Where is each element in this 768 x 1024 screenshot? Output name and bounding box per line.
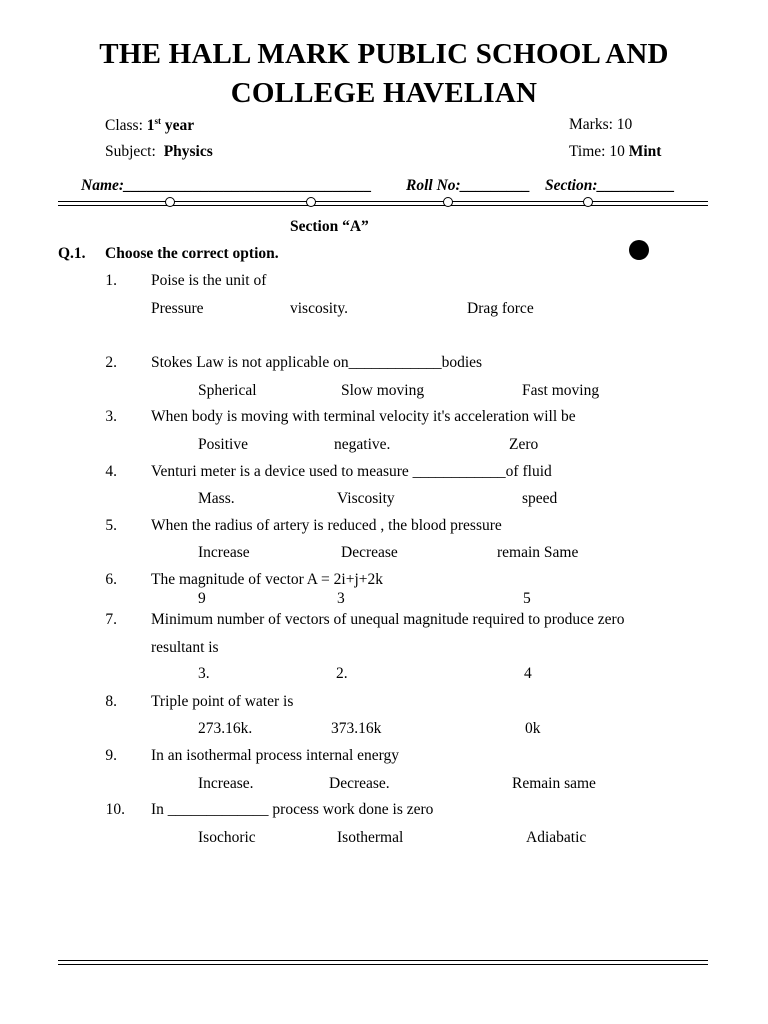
question-text-continued: resultant is: [151, 639, 219, 656]
header-divider-top: [58, 201, 708, 202]
section-field: Section:__________: [545, 177, 676, 194]
time-info: [569, 143, 661, 161]
divider-ring: [306, 197, 316, 207]
option-b: negative.: [334, 436, 391, 453]
option-a: Increase.: [198, 775, 254, 792]
question-index: 6.: [105, 571, 117, 588]
question-index: 4.: [105, 463, 117, 480]
option-b: 373.16k: [331, 720, 382, 737]
question-index: 7.: [105, 611, 117, 628]
question-index: 8.: [105, 693, 117, 710]
question-text: Triple point of water is: [151, 693, 294, 710]
subject-label: Subject:: [105, 143, 156, 160]
class-info: [105, 116, 194, 135]
option-a: Positive: [198, 436, 248, 453]
option-a: 3.: [198, 665, 210, 682]
option-a: 9: [198, 590, 206, 607]
roll-no-field: Roll No:_________: [406, 177, 531, 194]
option-a: Isochoric: [198, 829, 256, 846]
divider-ring: [165, 197, 175, 207]
question-text: Stokes Law is not applicable on____________bodies: [151, 354, 483, 371]
question-text: Poise is the unit of: [151, 272, 267, 289]
subject-value: Physics: [163, 143, 213, 160]
footer-divider-top: [58, 960, 708, 961]
option-a: 273.16k.: [198, 720, 253, 737]
class-value: 1st year: [146, 116, 195, 135]
question-text: Venturi meter is a device used to measure ____________of fluid: [151, 463, 552, 480]
option-b: Viscosity: [337, 490, 395, 507]
option-b: Slow moving: [341, 382, 425, 399]
question-index: 5.: [105, 517, 117, 534]
option-b: 3: [337, 590, 345, 607]
option-c: speed: [522, 490, 558, 507]
question-text: When the radius of artery is reduced , the blood pressure: [151, 517, 502, 534]
question-index: 9.: [105, 747, 117, 764]
class-label: Class:: [105, 117, 143, 135]
time-unit: Mint: [628, 143, 662, 160]
question-text: Minimum number of vectors of unequal magnitude required to produce zero: [151, 611, 625, 628]
filled-circle-mark: [629, 240, 649, 260]
option-c: 4: [524, 665, 532, 682]
header-divider-bottom: [58, 205, 708, 206]
divider-ring: [583, 197, 593, 207]
name-field: Name:________________________________: [81, 177, 373, 194]
option-c: remain Same: [497, 544, 579, 561]
option-c: Remain same: [512, 775, 596, 792]
footer-divider-bottom: [58, 964, 708, 965]
option-c: Fast moving: [522, 382, 600, 399]
divider-ring: [443, 197, 453, 207]
option-c: Zero: [509, 436, 539, 453]
option-c: Adiabatic: [526, 829, 587, 846]
option-b: Decrease: [341, 544, 398, 561]
option-b: Decrease.: [329, 775, 390, 792]
section-title: Section “A”: [290, 218, 369, 235]
option-b: viscosity.: [290, 300, 348, 317]
marks-info: Marks: 10: [569, 116, 633, 133]
school-title-line1: THE HALL MARK PUBLIC SCHOOL AND: [99, 38, 669, 70]
question-text: The magnitude of vector A = 2i+j+2k: [151, 571, 383, 588]
option-a: Spherical: [198, 382, 257, 399]
option-c: 5: [523, 590, 531, 607]
question-index: 3.: [105, 408, 117, 425]
question-text: In an isothermal process internal energy: [151, 747, 400, 764]
time-label: Time: 10: [569, 143, 625, 160]
question-index: 1.: [105, 272, 117, 289]
subject-info: [105, 143, 213, 161]
question-index: 10.: [105, 801, 125, 818]
question-instruction: Choose the correct option.: [105, 245, 279, 262]
option-a: Increase: [198, 544, 250, 561]
question-index: 2.: [105, 354, 117, 371]
question-number: Q.1.: [58, 245, 86, 262]
option-c: Drag force: [467, 300, 534, 317]
question-text: When body is moving with terminal velocity it's acceleration will be: [151, 408, 576, 425]
option-a: Mass.: [198, 490, 235, 507]
question-text: In _____________ process work done is zero: [151, 801, 434, 818]
option-b: 2.: [336, 665, 348, 682]
school-title-line2: COLLEGE HAVELIAN: [230, 77, 538, 109]
option-a: Pressure: [151, 300, 204, 317]
option-b: Isothermal: [337, 829, 404, 846]
option-c: 0k: [525, 720, 541, 737]
